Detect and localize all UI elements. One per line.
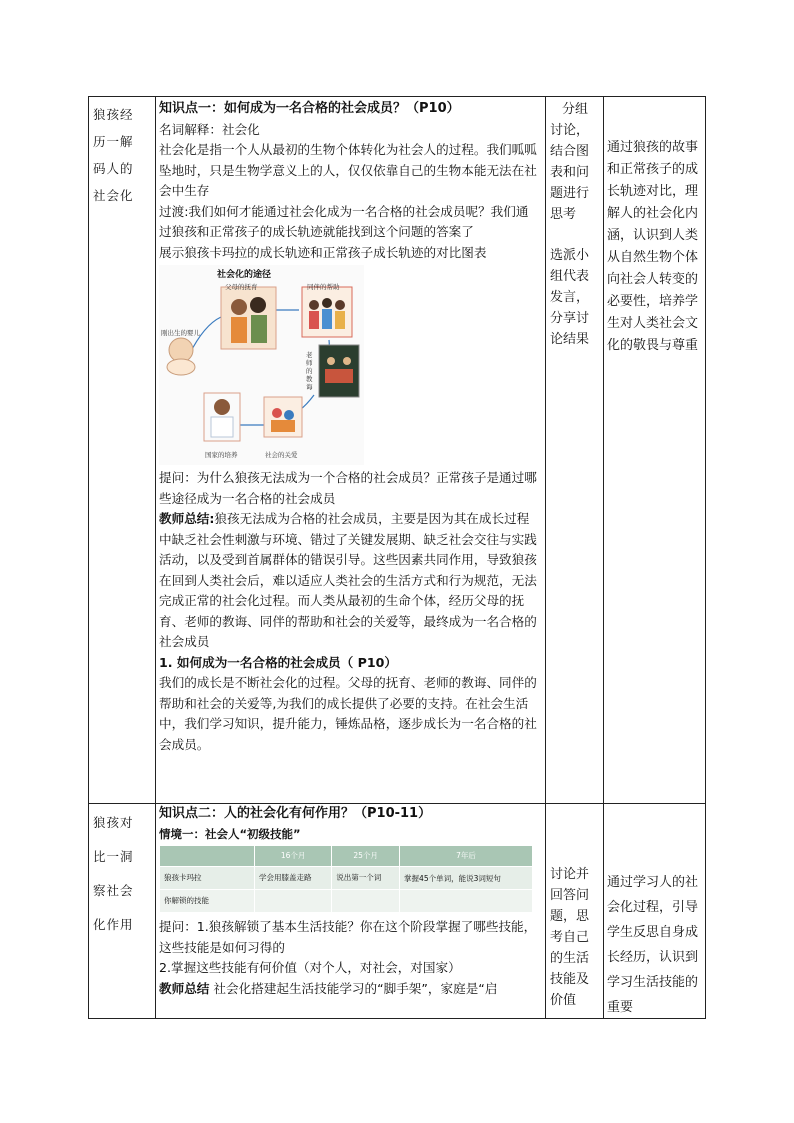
- scenario-title: 情境一：社会人“初级技能”: [159, 826, 301, 841]
- point-1-title: 1. 如何成为一名合格的社会成员（ P10）: [159, 654, 397, 670]
- socialization-diagram: [159, 265, 364, 465]
- section-1-student-activity: [550, 99, 598, 350]
- col-7-years: 7年后: [400, 845, 533, 867]
- col-25-months: 25个月: [332, 845, 400, 867]
- section-2-design-intent: 通过学习人的社会化过程，引导学生反思自身成长经历，认识到学习生活技能的重要: [607, 875, 699, 1015]
- table-row: 你解锁的技能: [160, 890, 533, 913]
- activity-group-discussion: 分组讨论，结合图表和问题进行思考: [550, 102, 590, 222]
- teacher-summary: [159, 509, 539, 653]
- activity-present: 选派小组代表发言，分享讨论结果: [550, 248, 590, 347]
- teacher-summary-2: 教师总结 社会化搭建起生活技能学习的“脚手架”，家庭是“启: [159, 980, 498, 996]
- question-2: 2.掌握这些技能有何价值（对个人，对社会，对国家）: [159, 960, 461, 975]
- show-chart-text: 展示狼孩卡玛拉的成长轨迹和正常孩子成长轨迹的对比图表: [159, 244, 487, 260]
- transition-text: 过渡:我们如何才能通过社会化成为一名合格的社会成员呢？我们通过狼孩和正常孩子的成长轨迹就能找到这个问题的答案了: [159, 203, 529, 239]
- diagram-label-society: 社会的关爱: [265, 451, 298, 459]
- section-1-design-intent: 通过狼孩的故事和正常孩子的成长轨迹对比，理解人的社会化内涵，认识到人类从自然生物个体向社会人转变的必要性，培养学生对人类社会文化的敬畏与尊重: [607, 140, 699, 353]
- section-2-topic: 狼孩对 比一洞 察社会 化作用: [93, 815, 134, 932]
- diagram-title: 社会化的途径: [217, 270, 272, 280]
- term-explanation: 名词解释：社会化: [159, 121, 260, 137]
- diagram-label-baby: 刚出生的婴儿: [161, 329, 200, 337]
- skill-table: [159, 845, 533, 914]
- section-1-row: [88, 96, 706, 804]
- summary-text: 狼孩无法成为合格的社会成员，主要是因为其在成长过程中缺乏社会性刺激与环境、错过了关键发展期、缺乏社会交往与实践活动，以及受到首属群体的错误引导。这些因素共同作用，导致狼孩在回到人类社会后，难以适应人类社会的生活方式和行为规范，无法完成正常的社会化过程。而人类从最初的生命个体，经历父母的抚育、老师的教诲、同伴的帮助和社会的关爱等，最终成为一名合格的社会成员: [159, 511, 537, 649]
- diagram-label-teachers: 老师的教诲: [306, 351, 313, 391]
- knowledge-point-1-heading: 知识点一：如何成为一名合格的社会成员？（P10）: [159, 101, 460, 116]
- table-row: 狼孩卡玛拉 学会用膝盖走路 说出第一个词 掌握45个单词，能说3词短句: [160, 867, 533, 890]
- col-16-months: 16个月: [255, 845, 332, 867]
- diagram-label-parents: 父母的抚育: [225, 283, 258, 291]
- question-text: 提问：为什么狼孩无法成为一个合格的社会成员？正常孩子是通过哪些途径成为一名合格的社会成员: [159, 470, 537, 506]
- section-2-row: [88, 804, 706, 1019]
- section-2-content: [159, 804, 539, 999]
- definition-text: 社会化是指一个人从最初的生物个体转化为社会人的过程。我们呱呱坠地时，只是生物学意义上的人，仅仅依靠自己的生物本能无法在社会中生存: [159, 142, 537, 198]
- question-1: 提问：1.狼孩解锁了基本生活技能？你在这个阶段掌握了哪些技能，这些技能是如何习得的: [159, 919, 537, 955]
- point-1-text: 我们的成长是不断社会化的过程。父母的抚育、老师的教诲、同伴的帮助和社会的关爱等,为我们的成长提供了必要的支持。在社会生活中，我们学习知识，提升能力，锤炼品格，逐步成长为一名合格的社会成员。: [159, 675, 537, 752]
- summary-label: 教师总结:: [159, 511, 215, 526]
- knowledge-point-2-heading: 知识点二：人的社会化有何作用？（P10-11）: [159, 806, 432, 821]
- section-2-student-activity: 讨论并回答问题，思考自己的生活技能及价值: [550, 867, 590, 1008]
- section-1-topic: 狼孩经 历一解 码人的 社会化: [93, 107, 134, 203]
- diagram-label-peers: 同伴的帮助: [307, 283, 340, 291]
- diagram-label-country: 国家的培养: [205, 451, 238, 459]
- section-1-content: [159, 99, 539, 755]
